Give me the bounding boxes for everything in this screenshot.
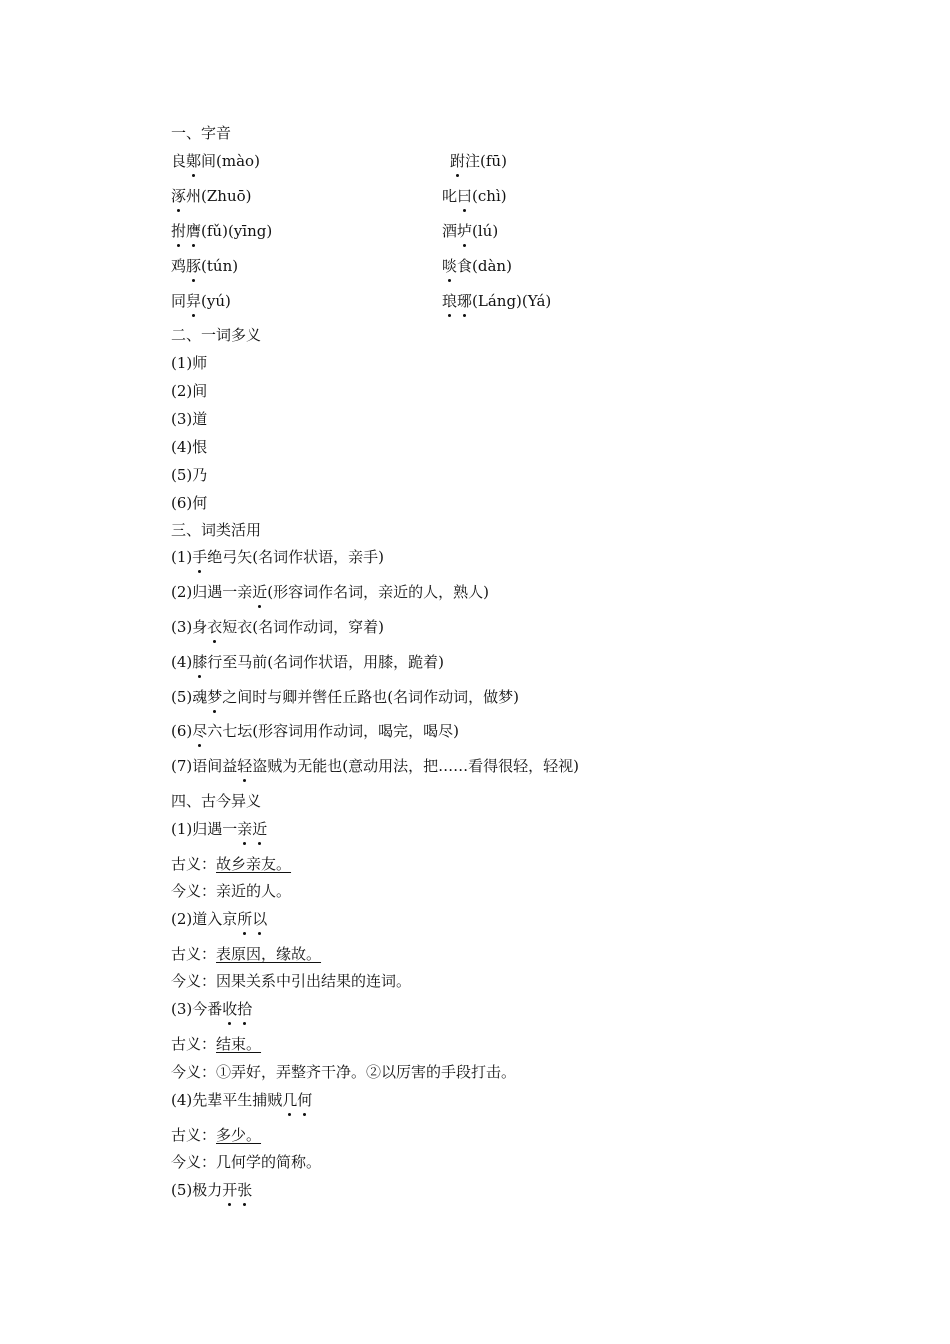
pronunciation-item: 拊膺(fǔ)(yīng) [171,222,273,240]
section-title-polysemy: 二、一词多义 [171,326,262,344]
list-item: (5)乃 [171,466,208,484]
list-item: (1)手绝弓矢(名词作状语，亲手) [171,548,384,566]
pronunciation-item: 跗注(fū) [450,152,507,170]
ancient-meaning: 古义：结束。 [171,1035,262,1053]
pronunciation-item: 叱曰(chì) [442,187,507,205]
section-title-pronunciation: 一、字音 [171,124,232,142]
ancient-meaning: 古义：多少。 [171,1126,262,1144]
pronunciation-item: 鸡豚(tún) [171,257,239,275]
list-item: (4)膝行至马前(名词作状语，用膝，跪着) [171,653,444,671]
list-item: (1)归遇一亲近 [171,820,268,838]
list-item: (5)魂梦之间时与卿并辔任丘路也(名词作动词，做梦) [171,688,519,706]
ancient-meaning: 古义：故乡亲友。 [171,855,292,873]
list-item: (6)尽六七坛(形容词用作动词，喝完，喝尽) [171,722,459,740]
list-item: (7)语间益轻盗贼为无能也(意动用法，把……看得很轻，轻视) [171,757,579,775]
list-item: (4)恨 [171,438,208,456]
modern-meaning: 今义：亲近的人。 [171,882,292,900]
modern-meaning: 今义：①弄好，弄整齐干净。②以厉害的手段打击。 [171,1063,517,1081]
list-item: (1)师 [171,354,208,372]
modern-meaning: 今义：因果关系中引出结果的连词。 [171,972,412,990]
list-item: (3)身衣短衣(名词作动词，穿着) [171,618,384,636]
list-item: (4)先辈平生捕贼几何 [171,1091,313,1109]
pronunciation-item: 良鄚间(mào) [171,152,260,170]
section-title-word-class: 三、词类活用 [171,521,262,539]
list-item: (3)道 [171,410,208,428]
list-item: (3)今番收拾 [171,1000,253,1018]
modern-meaning: 今义：几何学的简称。 [171,1153,322,1171]
pronunciation-item: 涿州(Zhuō) [171,187,252,205]
section-title-ancient-modern: 四、古今异义 [171,792,262,810]
ancient-meaning: 古义：表原因，缘故。 [171,945,322,963]
list-item: (2)间 [171,382,208,400]
pronunciation-item: 同舁(yú) [171,292,231,310]
list-item: (6)何 [171,494,208,512]
pronunciation-item: 酒垆(lú) [442,222,499,240]
pronunciation-item: 琅琊(Láng)(Yá) [442,292,552,310]
pronunciation-item: 啖食(dàn) [442,257,512,275]
list-item: (2)道入京所以 [171,910,268,928]
list-item: (5)极力开张 [171,1181,253,1199]
list-item: (2)归遇一亲近(形容词作名词，亲近的人，熟人) [171,583,489,601]
